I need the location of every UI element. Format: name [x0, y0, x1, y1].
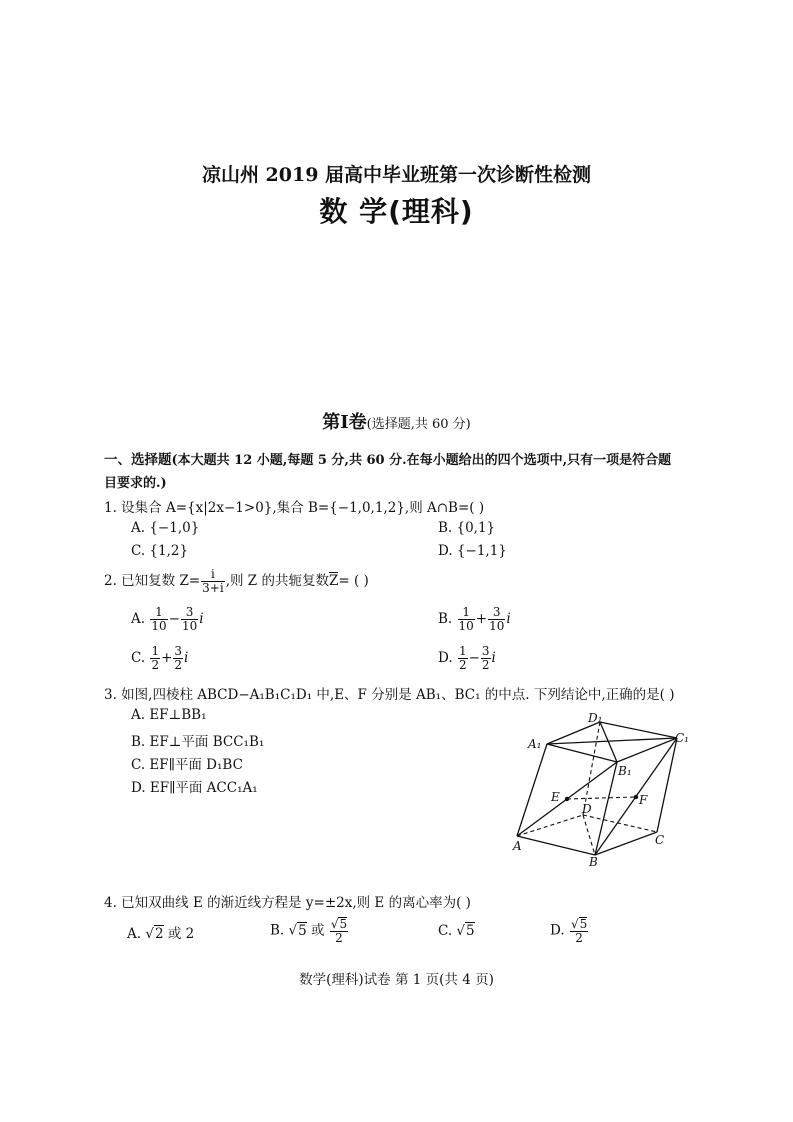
q4-c-label: C.: [438, 923, 453, 939]
q3-option-b: B. EF⊥平面 BCC₁B₁: [131, 734, 265, 750]
q1-option-a: A. {−1,0}: [131, 520, 200, 536]
label-e: E: [551, 790, 560, 804]
section-name: 第Ⅰ卷: [322, 412, 367, 433]
q4-b-radicand: 5: [298, 922, 307, 939]
q2-b-frac1: [458, 606, 475, 633]
q1-stem: 1. 设集合 A={x|2x−1>0},集合 B={−1,0,1,2},则 A∩B=( ): [104, 500, 485, 516]
q4-b-frac-radicand: 5: [339, 917, 348, 931]
label-f: F: [639, 793, 648, 807]
label-c: C: [655, 833, 665, 847]
part-instructions-line1: (本大题共 12 小题,每题 5 分,共 60 分.在每小题给出的四个选项中,只有一项是符合题: [171, 453, 672, 468]
q2-a-d2: 10: [181, 619, 198, 633]
q2-c-frac1: [150, 645, 160, 672]
q2-b-tail: i: [506, 611, 511, 627]
q2-c-op: +: [161, 650, 173, 666]
label-d: D: [582, 802, 592, 816]
q2-d-d2: 2: [481, 658, 490, 672]
q2-a-label: A.: [131, 611, 146, 627]
section-title: [0, 408, 793, 434]
q2-stem-post: ,则 Z 的共轭复数: [225, 573, 329, 589]
point-e: [565, 797, 569, 801]
q2-b-n1: 1: [458, 606, 475, 620]
point-f: [634, 795, 638, 799]
q2-option-d: [438, 645, 496, 672]
part-heading: 一、选择题: [104, 452, 172, 468]
q4-d-frac-num: √5: [570, 917, 588, 931]
q2-c-frac2: [173, 645, 183, 672]
q2-b-op: +: [475, 611, 488, 627]
q2-stem: [104, 568, 369, 595]
q4-b-frac-den: 2: [335, 931, 343, 945]
q2-stem-end: = ( ): [338, 573, 369, 589]
q2-a-frac2: [181, 606, 198, 633]
exam-title: 凉山州 2019 届高中毕业班第一次诊断性检测: [201, 164, 592, 186]
q4-a-label: A.: [127, 926, 142, 942]
q2-c-n1: 1: [151, 644, 160, 658]
q2-stem-pre: 2. 已知复数 Z=: [104, 573, 201, 589]
q4-d-frac-radicand: 5: [579, 917, 588, 931]
q2-d-n1: 1: [458, 644, 467, 658]
q2-fraction: [201, 568, 225, 595]
q2-d-tail: i: [491, 650, 496, 666]
label-a: A: [513, 839, 522, 853]
q2-b-label: B.: [438, 611, 453, 627]
q2-b-d2: 10: [489, 619, 505, 633]
q2-option-b: [438, 606, 511, 633]
q2-option-a: [131, 606, 204, 633]
q2-d-op: −: [468, 650, 480, 666]
q1-option-b: B. {0,1}: [438, 520, 496, 536]
q2-d-d1: 2: [458, 658, 467, 672]
q2-c-d1: 2: [151, 658, 160, 672]
q4-a-tail: 或 2: [167, 926, 195, 942]
q4-option-a: A. √2 或 2: [127, 926, 195, 942]
q4-b-label: B.: [270, 922, 285, 939]
label-b: B: [589, 855, 598, 869]
label-b1: B₁: [618, 764, 632, 778]
q2-d-n2: 3: [481, 644, 490, 658]
q2-d-frac2: [481, 645, 491, 672]
q4-d-label: D.: [550, 922, 565, 939]
q2-frac-num: i: [201, 568, 225, 582]
q2-b-n2: 3: [488, 606, 505, 620]
q2-b-frac2: [488, 606, 505, 633]
section-note: (选择题,共 60 分): [366, 417, 471, 432]
q2-option-c: [131, 645, 188, 672]
q2-a-frac1: [150, 606, 167, 633]
q2-c-tail: i: [184, 650, 189, 666]
q1-option-d: D. {−1,1}: [438, 543, 507, 559]
q4-option-b: B. √5 或 $\frac{√5}{2}$: [270, 917, 348, 945]
q4-stem: 4. 已知双曲线 E 的渐近线方程是 y=±2x,则 E 的离心率为( ): [104, 895, 471, 911]
q4-option-d: [550, 917, 589, 945]
q2-a-op: −: [168, 611, 180, 627]
q1-option-c: C. {1,2}: [131, 543, 189, 559]
part-instructions: [104, 448, 671, 468]
label-a1: A₁: [528, 737, 542, 751]
part-instructions-line2: 目要求的.): [104, 476, 167, 491]
prism-figure: [505, 700, 705, 870]
q2-a-n2: 3: [181, 606, 198, 620]
q3-option-d: D. EF∥平面 ACC₁A₁: [131, 780, 258, 796]
q2-c-label: C.: [131, 650, 146, 666]
q2-c-n2: 3: [174, 644, 183, 658]
q4-b-frac: [330, 917, 348, 945]
q2-d-frac1: [458, 645, 468, 672]
q4-b-mid: 或: [311, 922, 325, 939]
label-c1: C₁: [675, 731, 689, 745]
q2-c-d2: 2: [174, 658, 183, 672]
q4-b-frac-num: √5: [330, 917, 348, 931]
q3-option-c: C. EF∥平面 D₁BC: [131, 757, 243, 773]
q4-d-frac: [570, 917, 588, 945]
q2-conj: Z: [328, 573, 339, 589]
exam-subject: 数 学(理科): [319, 195, 474, 228]
q2-b-d1: 10: [458, 619, 474, 633]
q2-a-n1: 1: [150, 606, 167, 620]
label-d1: D₁: [588, 711, 603, 725]
q4-option-c: C. √5: [438, 923, 475, 939]
q3-option-a: A. EF⊥BB₁: [131, 707, 207, 723]
q2-d-label: D.: [438, 650, 453, 666]
q3-stem: 3. 如图,四棱柱 ABCD−A₁B₁C₁D₁ 中,E、F 分别是 AB₁、BC₁ 的中点. 下列结论中,正确的是( ): [104, 687, 675, 703]
page-footer: 数学(理科)试卷 第 1 页(共 4 页): [299, 972, 494, 988]
q4-d-frac-den: 2: [575, 931, 583, 945]
q2-frac-den: 3+i: [202, 581, 224, 595]
q2-a-d1: 10: [151, 619, 167, 633]
q4-c-radicand: 5: [466, 923, 475, 939]
q4-a-radicand: 2: [154, 926, 164, 942]
q2-a-tail: i: [199, 611, 204, 627]
